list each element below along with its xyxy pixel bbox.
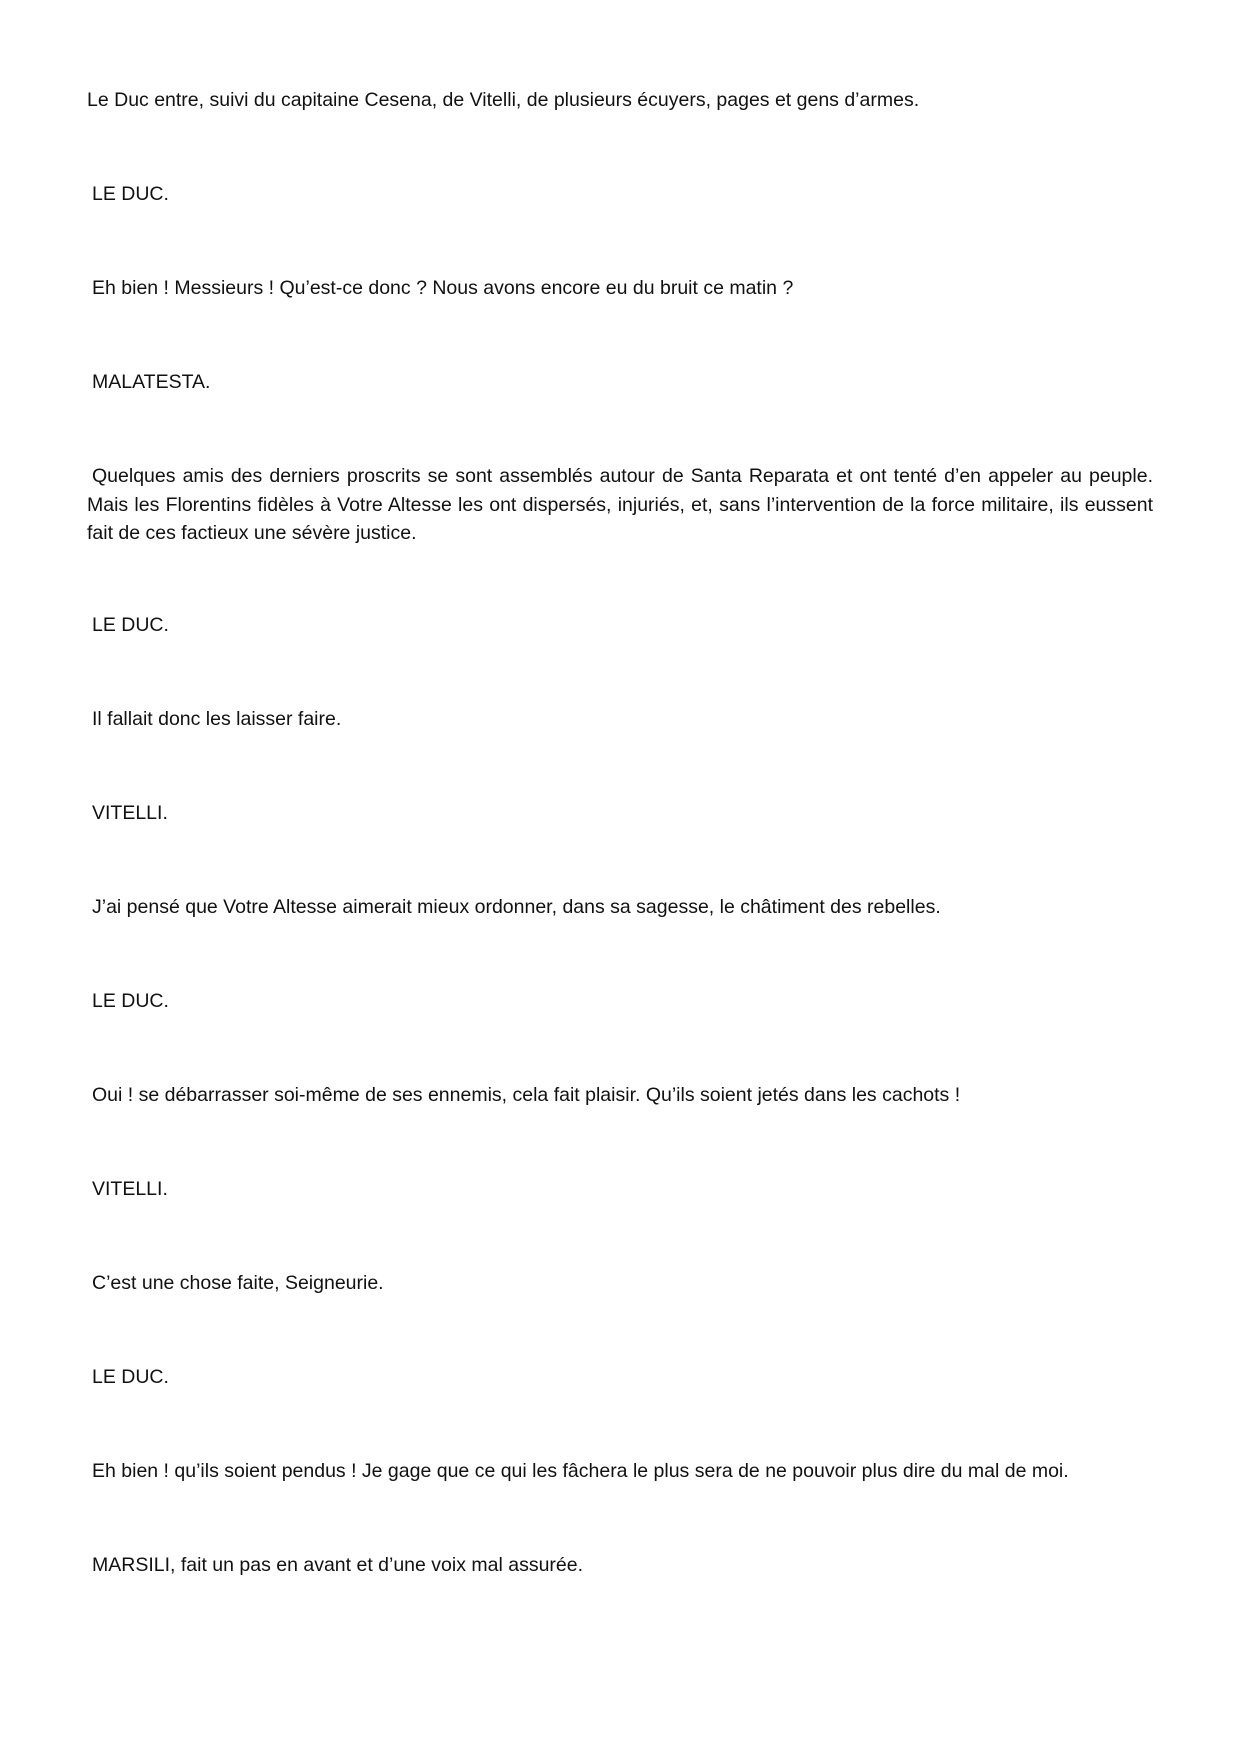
speaker-name: VITELLI. <box>92 802 168 824</box>
dialogue-paragraph <box>87 462 1153 548</box>
dialogue-line: C’est une chose faite, Seigneurie. <box>92 1272 384 1294</box>
dialogue-line: Oui ! se débarrasser soi-même de ses ennemis, cela fait plaisir. Qu’ils soient jetés dans les cachots ! <box>92 1084 961 1106</box>
stage-direction: Le Duc entre, suivi du capitaine Cesena, de Vitelli, de plusieurs écuyers, pages et gens d’armes. <box>87 89 920 111</box>
speaker-name: LE DUC. <box>92 990 169 1012</box>
speaker-name: MALATESTA. <box>92 371 211 393</box>
dialogue-line: J’ai pensé que Votre Altesse aimerait mieux ordonner, dans sa sagesse, le châtiment des rebelles. <box>92 896 941 918</box>
speaker-name: LE DUC. <box>92 183 169 205</box>
dialogue-line: Eh bien ! Messieurs ! Qu’est-ce donc ? Nous avons encore eu du bruit ce matin ? <box>92 277 794 299</box>
speaker-name: VITELLI. <box>92 1178 168 1200</box>
dialogue-text: Quelques amis des derniers proscrits se sont assemblés autour de Santa Reparata et ont tenté d’en appeler au peuple. Mais les Florentins fidèles à Votre Altesse les ont dispersés, injuriés, et, sans l’intervention de la force militaire, ils eussent fait de ces factieux une sévère justice. <box>87 465 1153 544</box>
speaker-name: MARSILI, fait un pas en avant et d’une voix mal assurée. <box>92 1554 584 1576</box>
speaker-name: LE DUC. <box>92 614 169 636</box>
speaker-name: LE DUC. <box>92 1366 169 1388</box>
dialogue-line: Il fallait donc les laisser faire. <box>92 708 342 730</box>
dialogue-line: Eh bien ! qu’ils soient pendus ! Je gage que ce qui les fâchera le plus sera de ne pouvoir plus dire du mal de moi. <box>92 1460 1069 1482</box>
